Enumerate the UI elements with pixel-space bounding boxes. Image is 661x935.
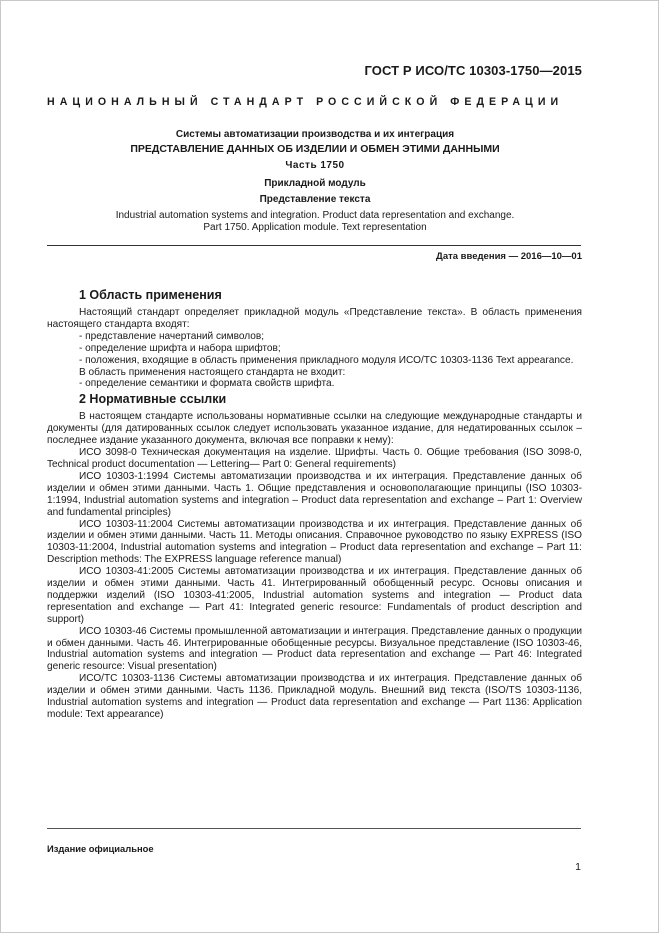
title-module: Прикладной модуль <box>264 178 366 189</box>
title-part: Часть 1750 <box>285 160 345 171</box>
title-english-line1: Industrial automation systems and integration. Product data representation and exchange. <box>115 210 515 221</box>
section1-heading: 1 Область применения <box>79 288 222 302</box>
scope-item: - положения, входящие в область применения прикладного модуля ИСО/ТС 10303-1136 Text appearance. <box>79 354 574 366</box>
title-block <box>100 129 530 234</box>
edition-label: Издание официальное <box>47 843 154 854</box>
title-series: Системы автоматизации производства и их интеграция <box>175 129 455 140</box>
normative-reference: ИСО 10303-1:1994 Системы автоматизации производства и их интеграция. Представление данных об изделии и обмен этими данными. Часть 1. Общие представления и основополагающие принципы (ISO 10303-1:1994, Industrial automation systems and integration – Product data representation and exchange – Part 1: Overview and fundamental principles) <box>47 470 582 518</box>
normative-reference: ИСО 10303-46 Системы промышленной автоматизации и интеграция. Представление данных о продукции и обмен данными. Часть 46. Интегрированные обобщенные ресурсы. Визуальное представление (ISO 10303-46, Industrial automation systems and integration — Product data representation and exchange — Part 46: Integrated generic resource: Visual presentation) <box>47 625 582 673</box>
normative-reference: ИСО 10303-11:2004 Системы автоматизации производства и их интеграция. Представление данных об изделии и обмен этими данными. Часть 11. Методы описания. Справочное руководство по языку EXPRESS (ISO 10303-11:2004, Industrial automation systems and integration – Product data representation and exchange – Part 11: Description methods: The EXPRESS language reference manual) <box>47 518 582 566</box>
national-standard-banner: НАЦИОНАЛЬНЫЙ СТАНДАРТ РОССИЙСКОЙ ФЕДЕРАЦИИ <box>47 96 564 108</box>
scope-item: - представление начертаний символов; <box>79 330 265 342</box>
header-divider <box>47 245 581 246</box>
standard-code: ГОСТ Р ИСО/ТС 10303-1750—2015 <box>364 63 582 78</box>
normative-reference: ИСО/ТС 10303-1136 Системы автоматизации производства и их интеграция. Представление данных об изделии и обмен этими данными. Часть 1136. Прикладной модуль. Внешний вид текста (ISO/TS 10303-1136, Industrial automation systems and integration — Product data representation and exchange — Part 1136: Application module: Text appearance) <box>47 673 582 720</box>
title-subject: Представление текста <box>259 194 371 205</box>
document-body <box>47 288 582 721</box>
scope-excluded-item: - определение семантики и формата свойств шрифта. <box>79 378 335 390</box>
page-number: 1 <box>575 861 581 873</box>
section1-paragraph: Настоящий стандарт определяет прикладной модуль «Представление текста». В область применения настоящего стандарта входят: <box>47 307 582 330</box>
normative-reference: ИСО 3098-0 Техническая документация на изделие. Шрифты. Часть 0. Общие требования (ISO 3098-0, Technical product documentation — Lettering— Part 0: General requirements) <box>47 447 582 470</box>
section1-paragraph: В область применения настоящего стандарта не входит: <box>79 366 346 378</box>
title-english-line2: Part 1750. Application module. Text representation <box>203 222 427 233</box>
normative-reference: ИСО 10303-41:2005 Системы автоматизации производства и их интеграция. Представление данных об изделии и обмен этими данными. Часть 41. Интегрированный обобщенный ресурс. Основы описания и поддержки изделий (ISO 10303-41:2005, Industrial automation systems and integration — Product data representation and exchange — Part 41: Integrated generic resource: Fundamentals of product description and support) <box>47 566 582 625</box>
footer-divider <box>47 828 581 829</box>
section2-intro: В настоящем стандарте использованы нормативные ссылки на следующие международные стандарты и документы (для датированных ссылок следует использовать указанное издание, для недатированных ссылок – последнее издание указанного документа, включая все поправки к нему): <box>47 411 582 447</box>
introduction-date: Дата введения — 2016—10—01 <box>436 251 582 262</box>
title-main: ПРЕДСТАВЛЕНИЕ ДАННЫХ ОБ ИЗДЕЛИИ И ОБМЕН ЭТИМИ ДАННЫМИ <box>130 143 500 155</box>
section2-heading: 2 Нормативные ссылки <box>79 392 227 407</box>
scope-item: - определение шрифта и набора шрифтов; <box>79 342 281 354</box>
